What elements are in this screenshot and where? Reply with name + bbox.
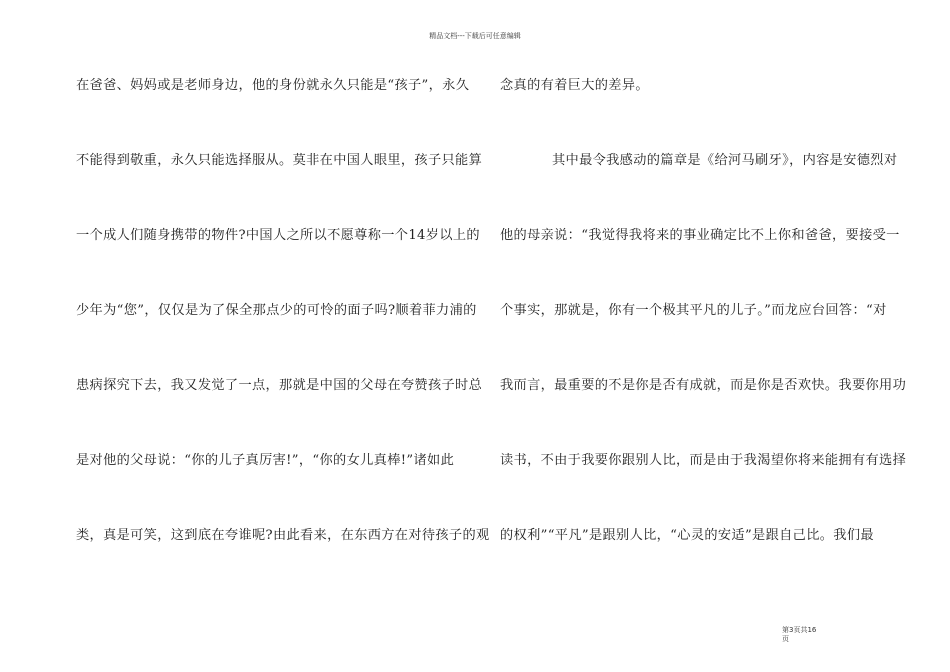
text-line: 读书，不由于我要你跟别人比，而是由于我渴望你将来能拥有有选择 bbox=[500, 453, 907, 468]
paragraph-start-line: 其中最令我感动的篇章是《给河马刷牙》，内容是安德烈对 bbox=[552, 153, 898, 168]
text-line: 少年为“您”，仅仅是为了保全那点少的可怜的面子吗?顺着菲力浦的 bbox=[76, 303, 477, 318]
page-number-text-cont: 页 bbox=[782, 635, 789, 643]
text-line: 是对他的父母说：“你的儿子真厉害!”，“你的女儿真棒!”诸如此 bbox=[76, 453, 455, 468]
text-line: 我而言，最重要的不是你是否有成就，而是你是否欢快。我要你用功 bbox=[500, 378, 907, 393]
page-header: 精品文档---下载后可任意编辑 bbox=[429, 32, 521, 40]
left-text-column bbox=[76, 76, 490, 601]
text-line: 个事实，那就是，你有一个极其平凡的儿子。”而龙应台回答：“对 bbox=[500, 303, 887, 318]
text-line: 类，真是可笑，这到底在夸谁呢?由此看来，在东西方在对待孩子的观 bbox=[76, 528, 490, 543]
text-line: 患病探究下去，我又发觉了一点，那就是中国的父母在夸赞孩子时总 bbox=[76, 378, 483, 393]
page-number-text: 第3页共16 bbox=[782, 626, 817, 634]
right-text-column bbox=[500, 76, 907, 601]
text-line: 一个成人们随身携带的物件?中国人之所以不愿尊称一个14岁以上的 bbox=[76, 228, 480, 243]
text-line: 不能得到敬重，永久只能选择服从。莫非在中国人眼里，孩子只能算 bbox=[76, 153, 483, 168]
text-line: 他的母亲说：“我觉得我将来的事业确定比不上你和爸爸，要接受一 bbox=[500, 228, 900, 243]
page-number bbox=[782, 626, 842, 644]
text-line: 念真的有着巨大的差异。 bbox=[500, 78, 649, 93]
text-line: 的权利”“平凡”是跟别人比，“心灵的安适”是跟自己比。我们最 bbox=[500, 528, 874, 543]
text-line: 在爸爸、妈妈或是老师身边，他的身份就永久只能是“孩子”，永久 bbox=[76, 78, 470, 93]
